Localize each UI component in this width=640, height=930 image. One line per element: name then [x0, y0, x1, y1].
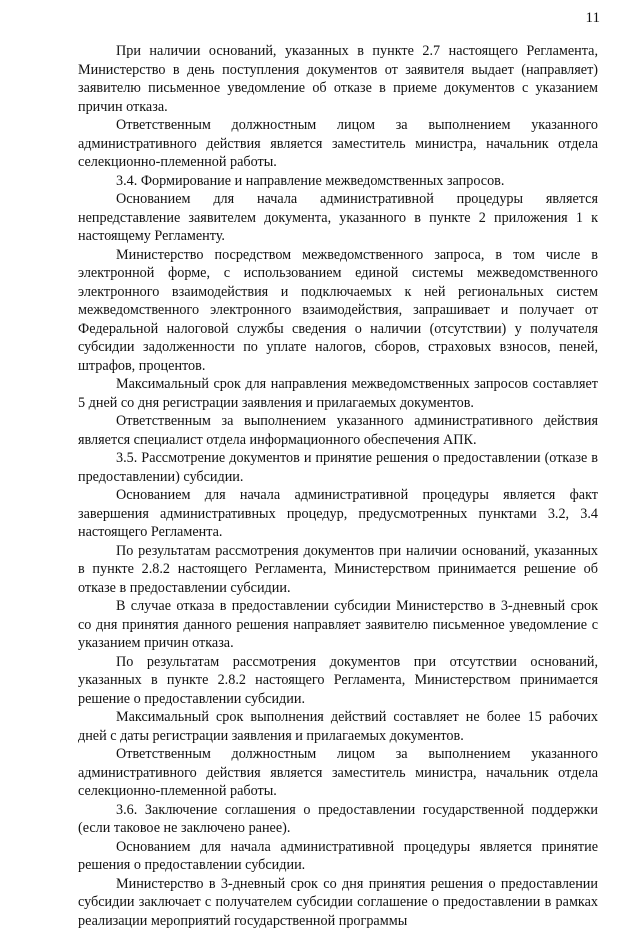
paragraph: Министерство в 3-дневный срок со дня принятия решения о предоставлении субсидии заключает с получателем субсидии соглашение о предоставлении в рамках реализации мероприятий государственной программы — [78, 875, 598, 930]
paragraph: Ответственным за выполнением указанного административного действия является специалист отдела информационного обеспечения АПК. — [78, 412, 598, 449]
paragraph: По результатам рассмотрения документов при отсутствии оснований, указанных в пункте 2.8.2 настоящего Регламента, Министерством принимается решение о предоставлении субсидии. — [78, 653, 598, 709]
paragraph: При наличии оснований, указанных в пункте 2.7 настоящего Регламента, Министерство в день поступления документов от заявителя выдает (направляет) заявителю письменное уведомление об отказе в приеме документов с указанием причин отказа. — [78, 42, 598, 116]
paragraph: Ответственным должностным лицом за выполнением указанного административного действия является заместитель министра, начальник отдела селекционно-племенной работы. — [78, 116, 598, 172]
paragraph: Основанием для начала административной процедуры является принятие решения о предоставлении субсидии. — [78, 838, 598, 875]
paragraph: По результатам рассмотрения документов при наличии оснований, указанных в пункте 2.8.2 настоящего Регламента, Министерством принимается решение об отказе в предоставлении субсидии. — [78, 542, 598, 598]
section-heading-3-4: 3.4. Формирование и направление межведомственных запросов. — [78, 172, 598, 191]
paragraph: В случае отказа в предоставлении субсидии Министерство в 3-дневный срок со дня принятия данного решения направляет заявителю письменное уведомление с указанием причин отказа. — [78, 597, 598, 653]
paragraph: Ответственным должностным лицом за выполнением указанного административного действия является заместитель министра, начальник отдела селекционно-племенной работы. — [78, 745, 598, 801]
paragraph: Основанием для начала административной процедуры является факт завершения административных процедур, предусмотренных пунктами 3.2, 3.4 настоящего Регламента. — [78, 486, 598, 542]
paragraph: Максимальный срок выполнения действий составляет не более 15 рабочих дней с даты регистрации заявления и прилагаемых документов. — [78, 708, 598, 745]
paragraph: Основанием для начала административной процедуры является непредставление заявителем документа, указанного в пункте 2 приложения 1 к настоящему Регламенту. — [78, 190, 598, 246]
paragraph: Министерство посредством межведомственного запроса, в том числе в электронной форме, с использованием единой системы межведомственного электронного взаимодействия и подключаемых к ней региональных систем межведомственного электронного взаимодействия, запрашивает и получает от Федеральной налоговой службы сведения о наличии (отсутствии) у получателя субсидии задолженности по уплате налогов, сборов, страховых взносов, пеней, штрафов, процентов. — [78, 246, 598, 376]
section-heading-3-6: 3.6. Заключение соглашения о предоставлении государственной поддержки (если таковое не заключено ранее). — [78, 801, 598, 838]
document-body — [78, 42, 598, 930]
section-heading-3-5: 3.5. Рассмотрение документов и принятие решения о предоставлении (отказе в предоставлении) субсидии. — [78, 449, 598, 486]
paragraph: Максимальный срок для направления межведомственных запросов составляет 5 дней со дня регистрации заявления и прилагаемых документов. — [78, 375, 598, 412]
page-number: 11 — [586, 10, 600, 27]
